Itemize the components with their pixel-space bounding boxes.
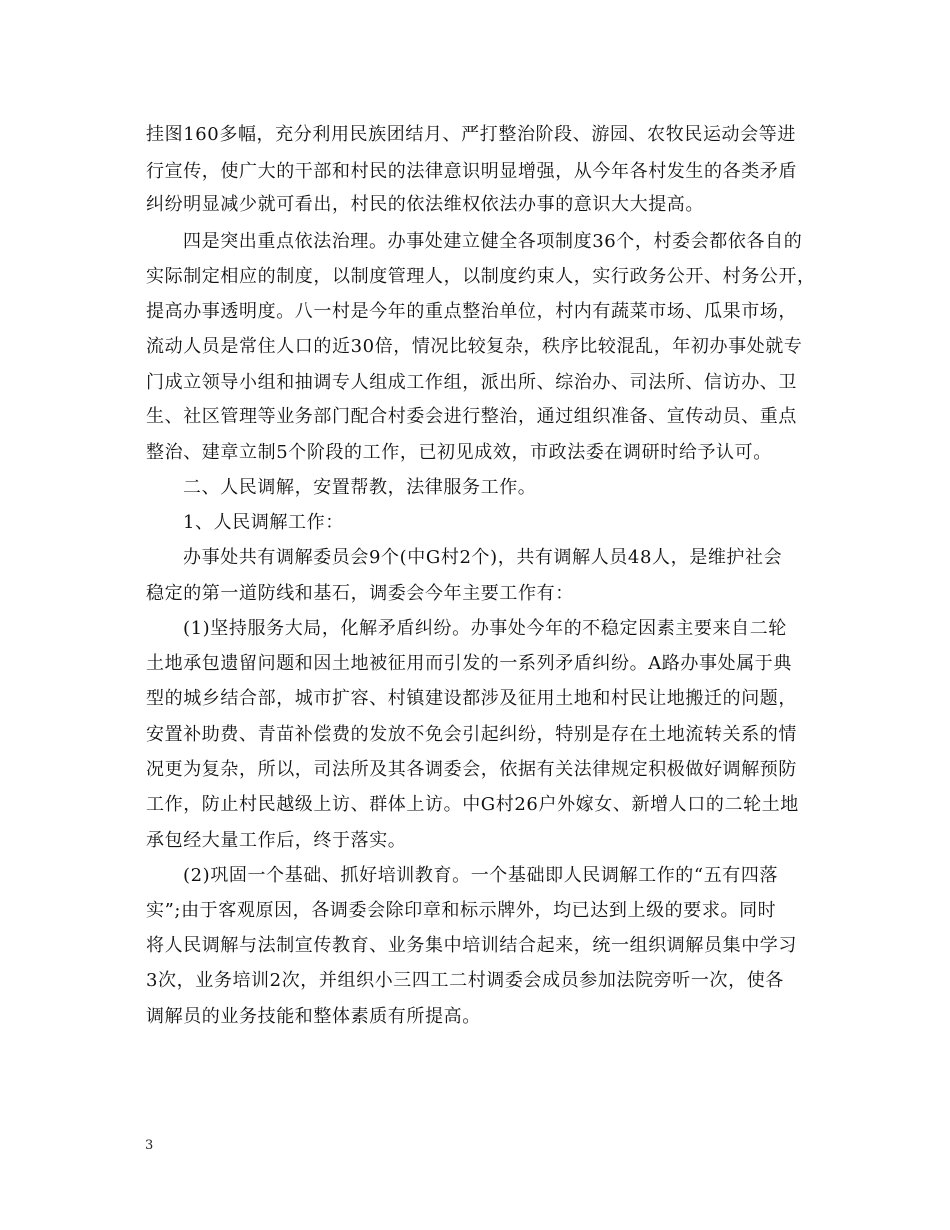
body-text-line: 稳定的第一道防线和基石，调委会今年主要工作有： (146, 583, 574, 604)
body-text-line: 土地承包遗留问题和因土地被征用而引发的一系列矛盾纠纷。A路办事处属于典 (146, 653, 792, 674)
body-text-line: 整治、建章立制5个阶段的工作，已初见成效，市政法委在调研时给予认可。 (146, 442, 772, 463)
body-text-line: 工作，防止村民越级上访、群体上访。中G村26户外嫁女、新增人口的二轮土地 (146, 794, 799, 815)
page-number: 3 (145, 1138, 154, 1153)
body-text-line: 调解员的业务技能和整体素质有所提高。 (146, 1006, 481, 1027)
body-text-line: 况更为复杂，所以，司法所及其各调委会，依据有关法律规定积极做好调解预防 (146, 759, 797, 780)
body-text-line: 实”;由于客观原因，各调委会除印章和标示牌外，均已达到上级的要求。同时 (146, 900, 777, 921)
body-text-line: 四是突出重点依法治理。办事处建立健全各项制度36个，村委会都依各自的 (183, 231, 803, 252)
body-text-line: 提高办事透明度。八一村是今年的重点整治单位，村内有蔬菜市场、瓜果市场， (146, 301, 797, 322)
body-text-line: 挂图160多幅，充分利用民族团结月、严打整治阶段、游园、农牧民运动会等进 (146, 124, 796, 145)
body-text-line: (2)巩固一个基础、抓好培训教育。一个基础即人民调解工作的“五有四落 (183, 865, 779, 886)
body-text-line: 型的城乡结合部，城市扩容、村镇建设都涉及征用土地和村民让地搬迁的问题， (146, 688, 797, 709)
body-text-line: 门成立领导小组和抽调专人组成工作组，派出所、综治办、司法所、信访办、卫 (146, 372, 797, 393)
body-text-line: 承包经大量工作后，终于落实。 (146, 830, 407, 851)
body-text-line: 3次，业务培训2次，并组织小三四工二村调委会成员参加法院旁听一次，使各 (146, 970, 784, 991)
body-text-line: 安置补助费、青苗补偿费的发放不免会引起纠纷，特别是存在土地流转关系的情 (146, 724, 797, 745)
body-text-line: 纠纷明显减少就可看出，村民的依法维权依法办事的意识大大提高。 (146, 194, 704, 215)
body-text-line: 流动人员是常住人口的近30倍，情况比较复杂，秩序比较混乱，年初办事处就专 (146, 336, 803, 357)
section-heading: 二、人民调解，安置帮教，法律服务工作。 (183, 477, 537, 498)
subsection-heading: 1、人民调解工作： (183, 512, 344, 533)
body-text-line: 实际制定相应的制度，以制度管理人，以制度约束人，实行政务公开、村务公开， (146, 266, 816, 287)
body-text-line: (1)坚持服务大局，化解矛盾纠纷。办事处今年的不稳定因素主要来自二轮 (183, 618, 787, 639)
body-text-line: 将人民调解与法制宣传教育、业务集中培训结合起来，统一组织调解员集中学习 (146, 935, 797, 956)
body-text-line: 生、社区管理等业务部门配合村委会进行整治，通过组织准备、宣传动员、重点 (146, 406, 797, 427)
body-text-line: 办事处共有调解委员会9个(中G村2个)，共有调解人员48人，是维护社会 (183, 547, 783, 568)
body-text-line: 行宣传，使广大的干部和村民的法律意识明显增强，从今年各村发生的各类矛盾 (146, 161, 797, 182)
